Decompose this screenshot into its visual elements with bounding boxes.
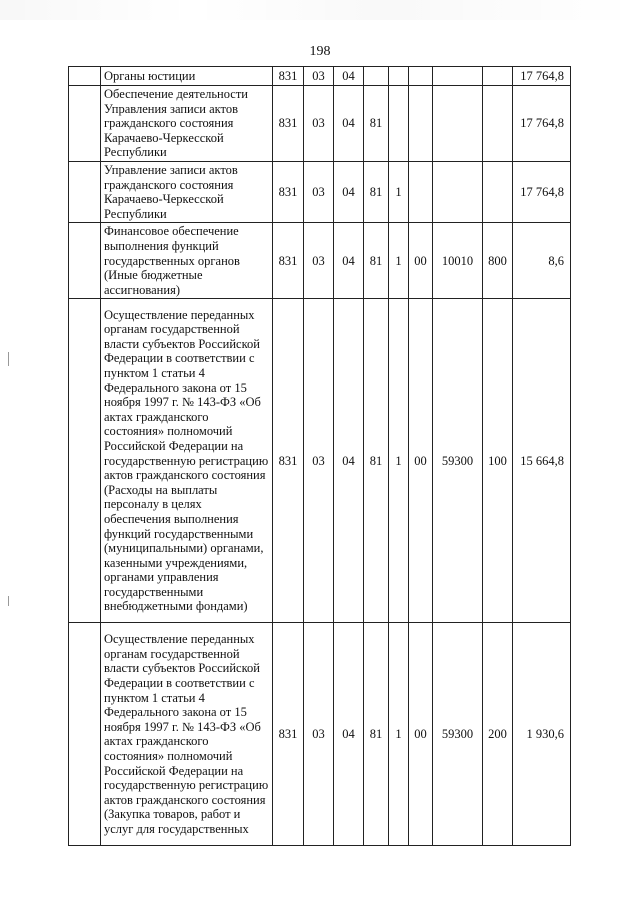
main-event-code-cell: [409, 86, 433, 162]
subsection-code-cell: 04: [334, 223, 364, 299]
subsection-code-cell: 04: [334, 161, 364, 222]
program-code-cell: 81: [364, 86, 389, 162]
direction-code-cell: [433, 161, 483, 222]
item-name-cell: Финансовое обеспечение выполнения функций государственных органов (Иные бюджетные ассигнования): [101, 223, 273, 299]
scan-noise: [0, 0, 640, 20]
subprogram-code-cell: 1: [389, 223, 409, 299]
item-name-cell: Обеспечение деятельности Управления записи актов гражданского состояния Карачаево-Черкесской Республики: [101, 86, 273, 162]
item-name-cell: Органы юстиции: [101, 67, 273, 86]
subsection-code-cell: 04: [334, 623, 364, 846]
row-number-cell: [69, 223, 101, 299]
subprogram-code-cell: [389, 86, 409, 162]
program-code-cell: 81: [364, 299, 389, 623]
subsection-code-cell: 04: [334, 67, 364, 86]
amount-cell: 17 764,8: [513, 67, 571, 86]
item-name-cell: Осуществление переданных органам государственной власти субъектов Российской Федерации в соответствии с пунктом 1 статьи 4 Федерального закона от 15 ноября 1997 г. № 143-ФЗ «Об актах гражданского состояния» полномочий Российской Федерации на государственную регистрацию актов гражданского состояния (Закупка товаров, работ и услуг для государственных: [101, 623, 273, 846]
row-number-cell: [69, 67, 101, 86]
program-code-cell: 81: [364, 623, 389, 846]
expense-type-code-cell: [483, 86, 513, 162]
subprogram-code-cell: 1: [389, 161, 409, 222]
ministry-code-cell: 831: [273, 623, 304, 846]
program-code-cell: 81: [364, 161, 389, 222]
section-code-cell: 03: [304, 223, 334, 299]
table-row: [69, 223, 571, 299]
main-event-code-cell: [409, 161, 433, 222]
section-code-cell: 03: [304, 161, 334, 222]
item-name-cell: Управление записи актов гражданского состояния Карачаево-Черкесской Республики: [101, 161, 273, 222]
subsection-code-cell: 04: [334, 86, 364, 162]
program-code-cell: [364, 67, 389, 86]
main-event-code-cell: 00: [409, 223, 433, 299]
item-name-cell: Осуществление переданных органам государственной власти субъектов Российской Федерации в соответствии с пунктом 1 статьи 4 Федерального закона от 15 ноября 1997 г. № 143-ФЗ «Об актах гражданского состояния» полномочий Российской Федерации на государственную регистрацию актов гражданского состояния (Расходы на выплаты персоналу в целях обеспечения выполнения функций государственными (муниципальными) органами, казенными учреждениями, органами управления государственными внебюджетными фондами): [101, 299, 273, 623]
section-code-cell: 03: [304, 67, 334, 86]
table-row: [69, 86, 571, 162]
amount-cell: 15 664,8: [513, 299, 571, 623]
subprogram-code-cell: [389, 67, 409, 86]
expense-type-code-cell: 800: [483, 223, 513, 299]
main-event-code-cell: [409, 67, 433, 86]
amount-cell: 8,6: [513, 223, 571, 299]
budget-table: [68, 66, 571, 846]
amount-cell: 17 764,8: [513, 86, 571, 162]
row-number-cell: [69, 161, 101, 222]
direction-code-cell: [433, 86, 483, 162]
expense-type-code-cell: 200: [483, 623, 513, 846]
ministry-code-cell: 831: [273, 67, 304, 86]
direction-code-cell: 59300: [433, 623, 483, 846]
ministry-code-cell: 831: [273, 299, 304, 623]
expense-type-code-cell: 100: [483, 299, 513, 623]
margin-mark: [8, 352, 9, 366]
section-code-cell: 03: [304, 623, 334, 846]
ministry-code-cell: 831: [273, 86, 304, 162]
main-event-code-cell: 00: [409, 623, 433, 846]
main-event-code-cell: 00: [409, 299, 433, 623]
table-row: [69, 623, 571, 846]
program-code-cell: 81: [364, 223, 389, 299]
row-number-cell: [69, 299, 101, 623]
margin-mark: [8, 596, 9, 606]
row-number-cell: [69, 86, 101, 162]
direction-code-cell: [433, 67, 483, 86]
direction-code-cell: 59300: [433, 299, 483, 623]
page-number: 198: [309, 44, 331, 59]
table-row: [69, 67, 571, 86]
direction-code-cell: 10010: [433, 223, 483, 299]
subsection-code-cell: 04: [334, 299, 364, 623]
section-code-cell: 03: [304, 299, 334, 623]
amount-cell: 17 764,8: [513, 161, 571, 222]
ministry-code-cell: 831: [273, 223, 304, 299]
row-number-cell: [69, 623, 101, 846]
table-row: [69, 161, 571, 222]
section-code-cell: 03: [304, 86, 334, 162]
subprogram-code-cell: 1: [389, 623, 409, 846]
ministry-code-cell: 831: [273, 161, 304, 222]
amount-cell: 1 930,6: [513, 623, 571, 846]
table-row: [69, 299, 571, 623]
expense-type-code-cell: [483, 67, 513, 86]
expense-type-code-cell: [483, 161, 513, 222]
subprogram-code-cell: 1: [389, 299, 409, 623]
